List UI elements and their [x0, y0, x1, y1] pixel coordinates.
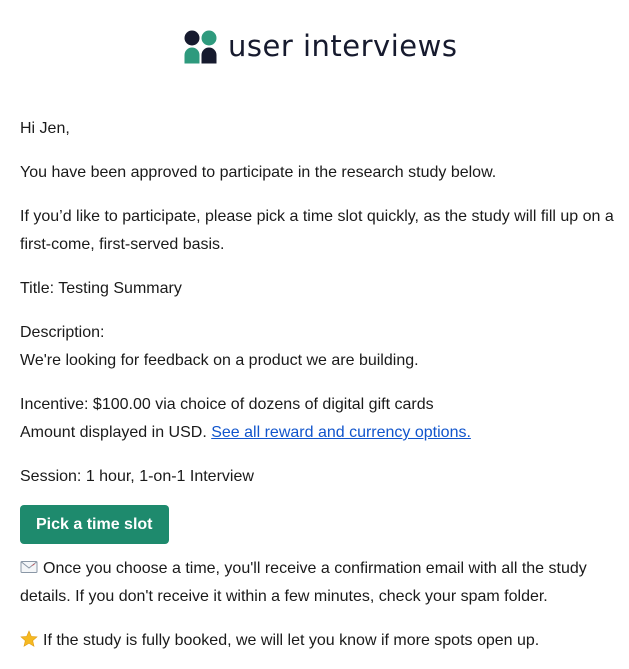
reward-options-link[interactable]: See all reward and currency options.	[211, 424, 471, 441]
greeting: Hi Jen,	[20, 120, 70, 137]
incentive-text: Incentive: $100.00 via choice of dozens of digital gift cards	[20, 396, 434, 413]
booking-text: If the study is fully booked, we will let you know if more spots open up.	[43, 632, 540, 649]
envelope-icon	[20, 558, 38, 576]
email-header	[0, 28, 629, 68]
star-icon	[20, 630, 38, 648]
study-title: Title: Testing Summary	[20, 280, 182, 297]
brand-name: user interviews	[228, 29, 458, 63]
pick-time-slot-button[interactable]: Pick a time slot	[20, 505, 169, 544]
confirmation-text: Once you choose a time, you'll receive a confirmation email with all the study details. If you don't receive it within a few minutes, check your spam folder.	[20, 560, 587, 605]
approval-message: You have been approved to participate in the research study below.	[20, 164, 497, 181]
amount-line	[20, 419, 620, 447]
booking-message	[20, 627, 620, 655]
confirmation-message	[20, 555, 620, 611]
description-label: Description:	[20, 324, 105, 341]
session-text: Session: 1 hour, 1-on-1 Interview	[20, 468, 254, 485]
description-text: We're looking for feedback on a product we are building.	[20, 352, 419, 369]
user-interviews-logo-icon	[184, 30, 218, 64]
instructions-message: If you’d like to participate, please pick a time slot quickly, as the study will fill up on a first-come, first-served basis.	[20, 208, 614, 253]
amount-text: Amount displayed in USD.	[20, 424, 207, 441]
email-body	[20, 115, 620, 655]
